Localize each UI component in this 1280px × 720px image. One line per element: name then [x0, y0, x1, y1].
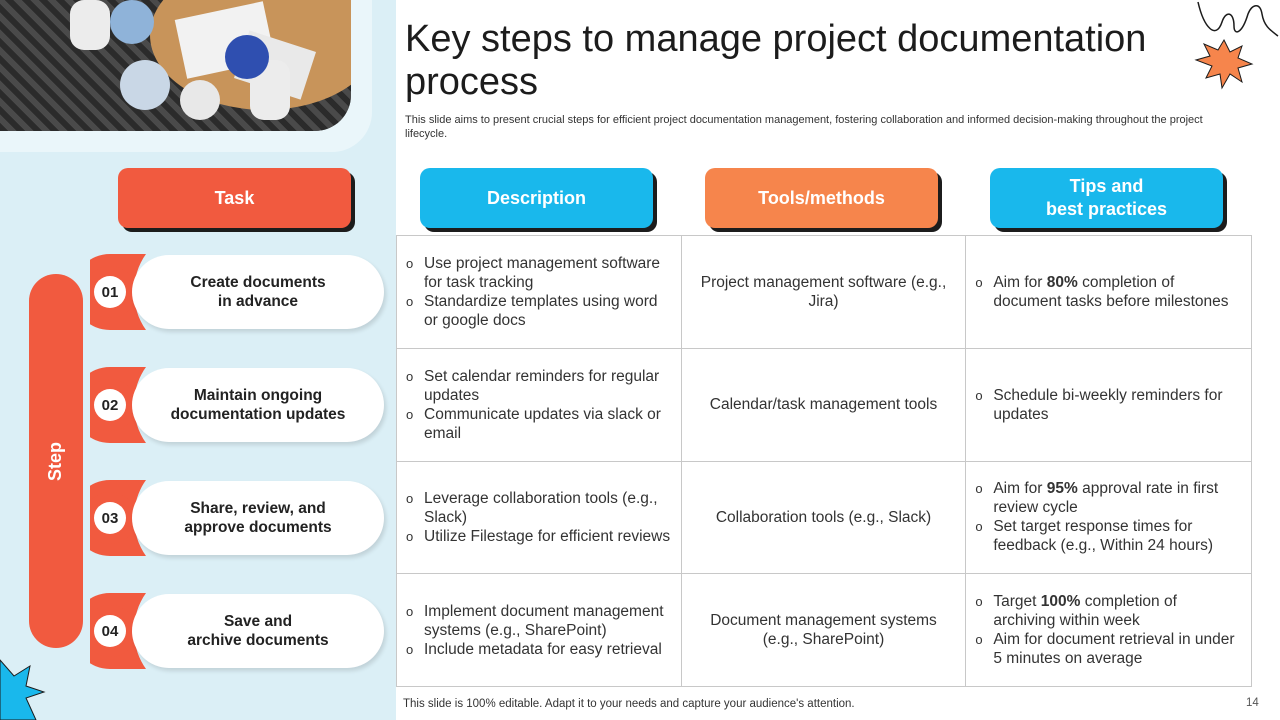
- step-task: Create documents in advance: [132, 255, 384, 329]
- description-cell: [397, 236, 682, 349]
- description-item: o Include metadata for easy retrieval: [405, 640, 673, 659]
- tips-cell: [966, 236, 1252, 349]
- description-cell: [397, 461, 682, 574]
- step-task: Save and archive documents: [132, 594, 384, 668]
- step-number: 02: [94, 389, 126, 421]
- page-title: Key steps to manage project documentation process: [405, 18, 1147, 103]
- description-item: o Use project management software for task tracking: [405, 254, 673, 292]
- step-task: Share, review, and approve documents: [132, 481, 384, 555]
- tools-cell: Calendar/task management tools: [681, 348, 966, 461]
- description-item: o Standardize templates using word or google docs: [405, 292, 673, 330]
- tip-item: o Aim for document retrieval in under 5 minutes on average: [974, 630, 1243, 668]
- step-task: Maintain ongoing documentation updates: [132, 368, 384, 442]
- table-row: [397, 236, 1252, 349]
- header-task: Task: [118, 168, 351, 228]
- step-number: 01: [94, 276, 126, 308]
- burst-corner-icon: [0, 656, 60, 720]
- tip-item: o Aim for 80% completion of document tasks before milestones: [974, 273, 1243, 311]
- tips-cell: [966, 461, 1252, 574]
- description-cell: [397, 348, 682, 461]
- step-row-2: [90, 366, 384, 444]
- table-row: [397, 461, 1252, 574]
- step-row-1: [90, 253, 384, 331]
- header-tools: Tools/methods: [705, 168, 938, 228]
- tools-cell: Project management software (e.g., Jira): [681, 236, 966, 349]
- description-item: o Leverage collaboration tools (e.g., Slack): [405, 489, 673, 527]
- footer-note: This slide is 100% editable. Adapt it to your needs and capture your audience's attention.: [403, 698, 855, 710]
- tip-item: o Target 100% completion of archiving within week: [974, 592, 1243, 630]
- table-row: [397, 574, 1252, 687]
- step-label: Step: [45, 441, 66, 481]
- tools-cell: Document management systems (e.g., SharePoint): [681, 574, 966, 687]
- page-number: 14: [1246, 697, 1259, 709]
- description-item: o Set calendar reminders for regular updates: [405, 367, 673, 405]
- tip-item: o Set target response times for feedback (e.g., Within 24 hours): [974, 517, 1243, 555]
- meeting-photo: [0, 0, 351, 131]
- tips-cell: [966, 348, 1252, 461]
- tip-item: o Aim for 95% approval rate in first review cycle: [974, 479, 1243, 517]
- description-item: o Implement document management systems (e.g., SharePoint): [405, 602, 673, 640]
- steps-table: [396, 235, 1252, 687]
- tips-cell: [966, 574, 1252, 687]
- step-number: 03: [94, 502, 126, 534]
- starburst-icon: [1190, 0, 1280, 100]
- description-item: o Communicate updates via slack or email: [405, 405, 673, 443]
- step-number: 04: [94, 615, 126, 647]
- step-row-3: [90, 479, 384, 557]
- tip-item: o Schedule bi-weekly reminders for updates: [974, 386, 1243, 424]
- tools-cell: Collaboration tools (e.g., Slack): [681, 461, 966, 574]
- description-cell: [397, 574, 682, 687]
- page-subtitle: This slide aims to present crucial steps for efficient project documentation management, fostering collaboration and informed decision-making throughout the project lifecycle.: [405, 114, 1203, 140]
- step-row-4: [90, 592, 384, 670]
- table-row: [397, 348, 1252, 461]
- description-item: o Utilize Filestage for efficient reviews: [405, 527, 673, 546]
- header-tips: Tips and best practices: [990, 168, 1223, 228]
- header-description: Description: [420, 168, 653, 228]
